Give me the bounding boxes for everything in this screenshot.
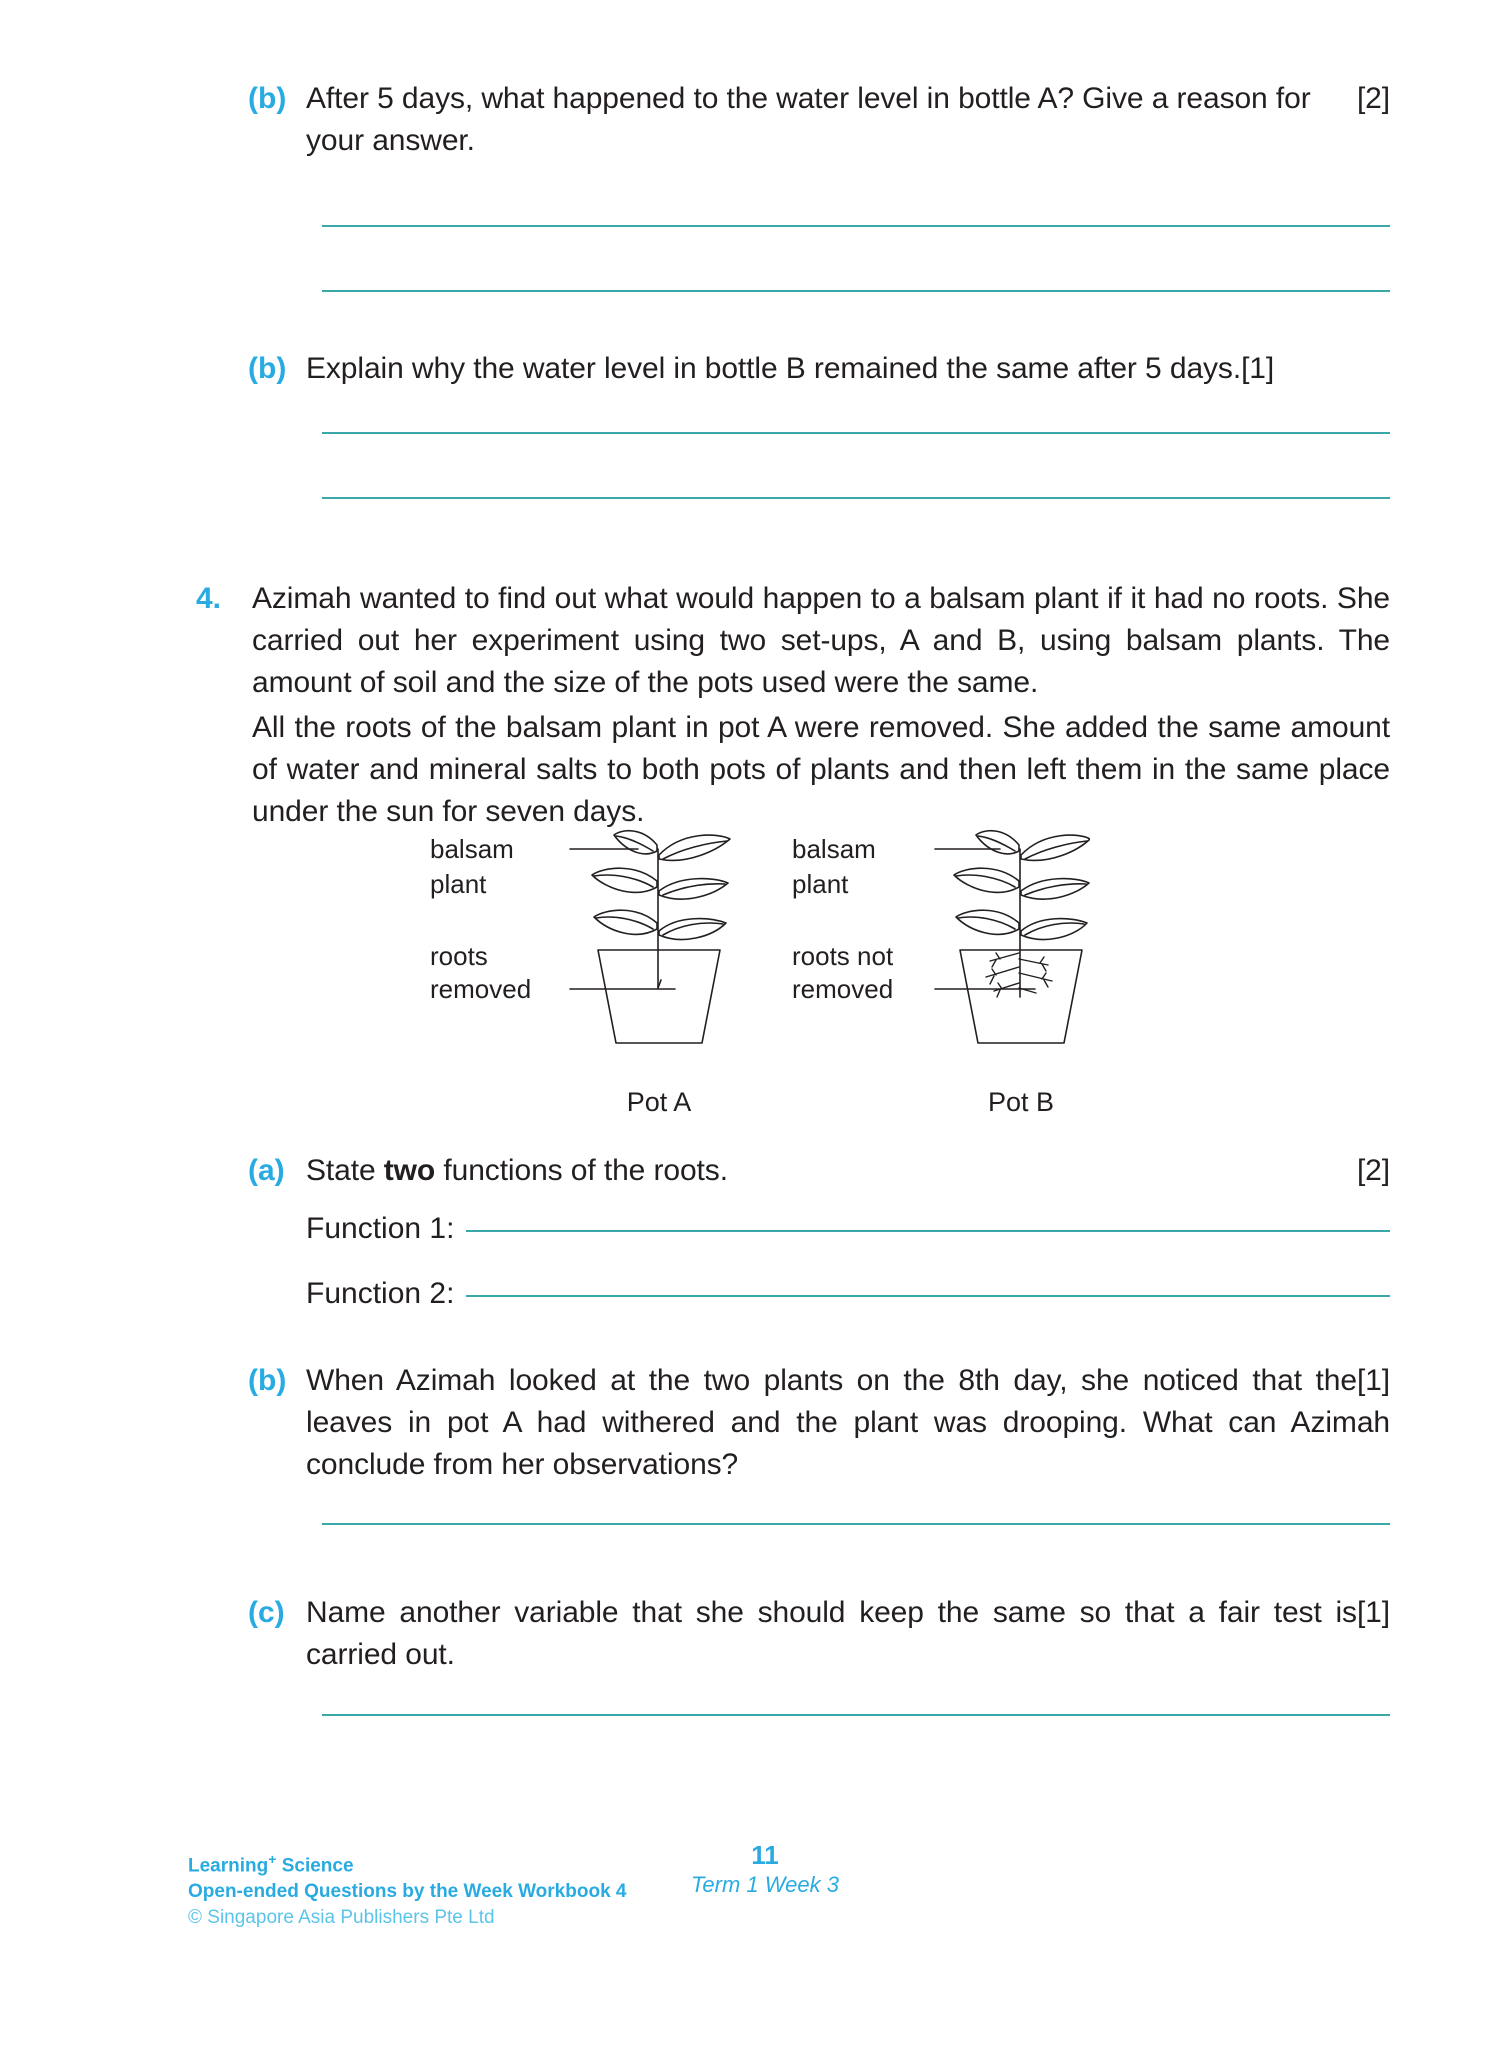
question-4-paragraph-2: All the roots of the balsam plant in pot A were removed. She added the same amount of water and mineral salts to both pots of plants and then left them in the same place under the sun for seven days. [252, 711, 1390, 828]
question-4b-marks: [1] [1356, 1364, 1390, 1397]
question-b-1-marks: [2] [1356, 82, 1390, 115]
label-balsam-plant-b-line2: plant [792, 869, 849, 899]
function-2-label: Function 2: [306, 1277, 455, 1310]
label-roots-b-line1: roots not [792, 941, 894, 971]
page-number: 11 [751, 1840, 779, 1870]
pot-a-caption: Pot A [626, 1087, 692, 1117]
label-roots-b-line2: removed [792, 974, 894, 1004]
answer-line[interactable] [322, 225, 1390, 227]
question-4c [248, 1592, 1390, 1676]
footer-series-title: Learning+ Science [188, 1851, 354, 1877]
label-roots-a-line1: roots [430, 941, 488, 971]
footer-page-info [640, 1840, 890, 1900]
question-b-1 [248, 78, 1390, 162]
function-1-row [306, 1208, 1390, 1250]
answer-line[interactable] [322, 1714, 1390, 1716]
question-4b-text: [1] When Azimah looked at the two plants on the 8th day, she noticed that the leaves in pot A had withered and the plant was drooping. What can Azimah conclude from her observations? [306, 1360, 1390, 1486]
experiment-diagram [430, 825, 1090, 1115]
answer-line[interactable] [322, 432, 1390, 434]
answer-line[interactable] [322, 1523, 1390, 1525]
pot-b-caption: Pot B [987, 1087, 1055, 1117]
function-1-label: Function 1: [306, 1212, 455, 1245]
question-4a-text: [2] State two functions of the roots. [306, 1150, 1390, 1192]
footer-copyright: © Singapore Asia Publishers Pte Ltd [188, 1907, 495, 1929]
answer-line[interactable] [322, 290, 1390, 292]
question-4c-label: (c) [248, 1596, 285, 1629]
question-b-2-text: Explain why the water level in bottle B remained the same after 5 days.[1] [306, 352, 1275, 385]
footer-book-title: Open-ended Questions by the Week Workbook 4 [188, 1881, 627, 1903]
question-4-paragraph-1: Azimah wanted to find out what would happen to a balsam plant if it had no roots. She carried out her experiment using two set-ups, A and B, using balsam plants. The amount of soil and the size of the pots used were the same. [252, 582, 1390, 699]
question-4c-marks: [1] [1356, 1596, 1390, 1629]
question-b-2 [248, 348, 1390, 390]
term-week-label: Term 1 Week 3 [691, 1872, 839, 1897]
footer-publisher-info [188, 1846, 626, 1931]
function-1-input-line[interactable] [466, 1230, 1390, 1232]
question-4b-label: (b) [248, 1364, 287, 1397]
question-4b [248, 1360, 1390, 1486]
question-4-paragraph-2-block [252, 707, 1390, 833]
question-b-2-label: (b) [248, 352, 287, 385]
question-4c-text: [1] Name another variable that she should keep the same so that a fair test is carried out. [306, 1592, 1390, 1676]
question-b-2-marks: [1] [1241, 352, 1275, 385]
plus-superscript: + [268, 1851, 277, 1867]
function-2-row [306, 1273, 1390, 1315]
answer-line[interactable] [322, 497, 1390, 499]
label-balsam-plant-b-line1: balsam [792, 834, 876, 864]
question-4a [248, 1150, 1390, 1192]
question-4a-marks: [2] [1356, 1154, 1390, 1187]
question-b-1-label: (b) [248, 82, 287, 115]
label-roots-a-line2: removed [430, 974, 532, 1004]
question-b-1-text: [2] After 5 days, what happened to the water level in bottle A? Give a reason for your answer. [306, 78, 1390, 162]
question-4a-label: (a) [248, 1154, 285, 1187]
pot-a-shape [598, 950, 720, 1043]
question-4a-bold-word: two [383, 1154, 436, 1187]
label-balsam-plant-a-line2: plant [430, 869, 487, 899]
root-system-b [986, 953, 1052, 997]
question-4 [196, 578, 1390, 704]
pot-b-shape [960, 950, 1082, 1043]
label-balsam-plant-a-line1: balsam [430, 834, 514, 864]
function-2-input-line[interactable] [466, 1295, 1390, 1297]
question-4-number: 4. [196, 582, 222, 615]
